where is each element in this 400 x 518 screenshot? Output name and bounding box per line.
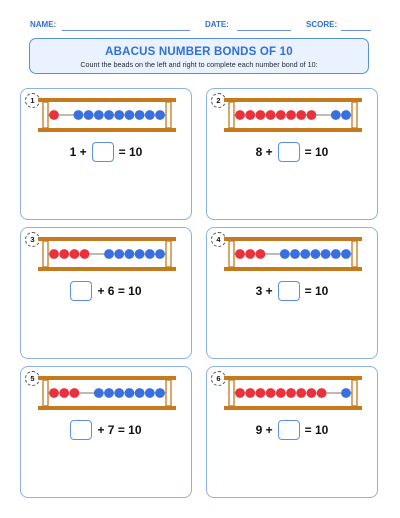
abacus-right-post (166, 241, 171, 267)
number-bond-equation (207, 142, 377, 162)
abacus-left-post (229, 102, 234, 128)
blue-bead (331, 249, 341, 259)
abacus (224, 96, 362, 136)
answer-box[interactable] (70, 420, 92, 440)
number-bond-equation (207, 420, 377, 440)
blue-bead (341, 110, 351, 120)
abacus-left-post (43, 241, 48, 267)
problem-number-badge: 4 (211, 232, 226, 247)
blue-bead (125, 249, 135, 259)
blue-bead (280, 249, 290, 259)
red-bead (235, 110, 245, 120)
abacus-top-bar (38, 98, 176, 102)
blue-bead (135, 388, 145, 398)
name-field-line[interactable] (62, 30, 190, 31)
number-bond-equation (21, 420, 191, 440)
blue-bead (145, 388, 155, 398)
abacus (38, 235, 176, 275)
red-bead (59, 388, 69, 398)
abacus-left-post (229, 380, 234, 406)
answer-box[interactable] (278, 281, 300, 301)
red-bead (245, 110, 255, 120)
abacus-top-bar (224, 98, 362, 102)
abacus-bottom-bar (224, 128, 362, 132)
abacus-bottom-bar (38, 128, 176, 132)
blue-bead (341, 249, 351, 259)
red-bead (256, 388, 266, 398)
blue-bead (94, 110, 104, 120)
equation-right-text: = 10 (304, 284, 329, 298)
blue-bead (104, 110, 114, 120)
worksheet-title: ABACUS NUMBER BONDS OF 10 (105, 46, 293, 58)
blue-bead (290, 249, 300, 259)
abacus-top-bar (224, 376, 362, 380)
abacus (224, 374, 362, 414)
red-bead (256, 110, 266, 120)
problem-number-badge: 3 (25, 232, 40, 247)
score-field-line[interactable] (341, 30, 371, 31)
equation-right-text: = 10 (118, 145, 143, 159)
abacus-left-post (229, 241, 234, 267)
red-bead (266, 388, 276, 398)
answer-box[interactable] (278, 142, 300, 162)
answer-box[interactable] (92, 142, 114, 162)
blue-bead (321, 249, 331, 259)
blue-bead (114, 110, 124, 120)
problem-card-4 (206, 227, 378, 359)
date-field-line[interactable] (237, 30, 291, 31)
answer-box[interactable] (70, 281, 92, 301)
red-bead (49, 110, 59, 120)
abacus (38, 374, 176, 414)
abacus-bottom-bar (224, 267, 362, 271)
red-bead (70, 249, 80, 259)
blue-bead (155, 110, 165, 120)
red-bead (296, 388, 306, 398)
abacus-right-post (352, 102, 357, 128)
blue-bead (104, 388, 114, 398)
date-label: DATE: (205, 20, 229, 29)
abacus-right-post (352, 241, 357, 267)
blue-bead (125, 388, 135, 398)
title-banner (29, 38, 369, 74)
blue-bead (114, 249, 124, 259)
abacus-bottom-bar (38, 267, 176, 271)
problem-number-badge: 2 (211, 93, 226, 108)
blue-bead (114, 388, 124, 398)
equation-right-text: + 6 = 10 (97, 284, 142, 298)
worksheet-header (0, 10, 400, 34)
red-bead (49, 388, 59, 398)
score-label: SCORE: (306, 20, 338, 29)
name-label: NAME: (30, 20, 57, 29)
equation-left-text: 9 + (255, 423, 273, 437)
red-bead (80, 249, 90, 259)
blue-bead (135, 249, 145, 259)
abacus (38, 96, 176, 136)
problem-card-3 (20, 227, 192, 359)
problem-number-badge: 1 (25, 93, 40, 108)
blue-bead (84, 110, 94, 120)
red-bead (276, 388, 286, 398)
problem-number-badge: 6 (211, 371, 226, 386)
problem-card-1 (20, 88, 192, 220)
red-bead (307, 388, 317, 398)
red-bead (296, 110, 306, 120)
equation-right-text: = 10 (304, 423, 329, 437)
blue-bead (155, 249, 165, 259)
red-bead (70, 388, 80, 398)
red-bead (266, 110, 276, 120)
red-bead (307, 110, 317, 120)
red-bead (245, 388, 255, 398)
red-bead (245, 249, 255, 259)
red-bead (286, 388, 296, 398)
red-bead (256, 249, 266, 259)
blue-bead (104, 249, 114, 259)
red-bead (286, 110, 296, 120)
equation-right-text: = 10 (304, 145, 329, 159)
blue-bead (300, 249, 310, 259)
abacus-right-post (166, 380, 171, 406)
number-bond-equation (207, 281, 377, 301)
abacus-top-bar (38, 237, 176, 241)
blue-bead (341, 388, 351, 398)
abacus-right-post (166, 102, 171, 128)
problem-card-6 (206, 366, 378, 498)
equation-left-text: 8 + (255, 145, 273, 159)
red-bead (59, 249, 69, 259)
worksheet-instructions: Count the beads on the left and right to complete each number bond of 10: (80, 60, 318, 69)
abacus (224, 235, 362, 275)
number-bond-equation (21, 281, 191, 301)
blue-bead (125, 110, 135, 120)
answer-box[interactable] (278, 420, 300, 440)
equation-right-text: + 7 = 10 (97, 423, 142, 437)
blue-bead (74, 110, 84, 120)
red-bead (49, 249, 59, 259)
number-bond-equation (21, 142, 191, 162)
red-bead (235, 249, 245, 259)
problem-number-badge: 5 (25, 371, 40, 386)
equation-left-text: 1 + (69, 145, 87, 159)
abacus-bottom-bar (224, 406, 362, 410)
abacus-left-post (43, 380, 48, 406)
blue-bead (331, 110, 341, 120)
blue-bead (155, 388, 165, 398)
abacus-right-post (352, 380, 357, 406)
abacus-bottom-bar (38, 406, 176, 410)
blue-bead (145, 249, 155, 259)
red-bead (276, 110, 286, 120)
blue-bead (94, 388, 104, 398)
abacus-top-bar (224, 237, 362, 241)
problem-card-5 (20, 366, 192, 498)
blue-bead (311, 249, 321, 259)
abacus-left-post (43, 102, 48, 128)
problem-card-2 (206, 88, 378, 220)
red-bead (235, 388, 245, 398)
abacus-top-bar (38, 376, 176, 380)
blue-bead (135, 110, 145, 120)
red-bead (317, 388, 327, 398)
equation-left-text: 3 + (255, 284, 273, 298)
blue-bead (145, 110, 155, 120)
